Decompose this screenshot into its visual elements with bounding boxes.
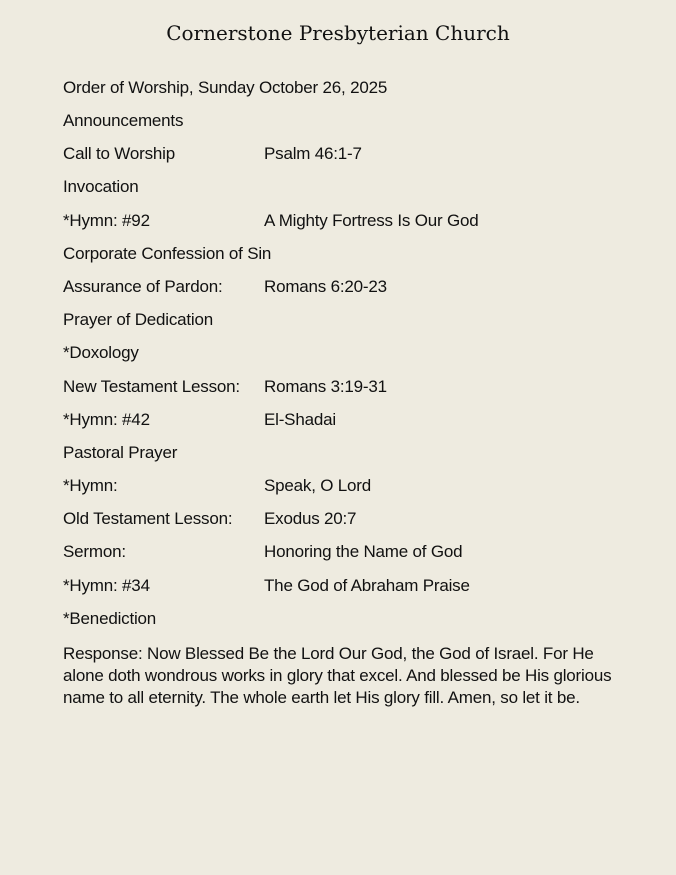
item-value: El-Shadai [264,409,336,429]
worship-item-hymn-42 [63,410,623,443]
item-value: Honoring the Name of God [264,542,463,562]
item-label: *Doxology [63,343,139,363]
item-value: A Mighty Fortress Is Our God [264,210,479,230]
worship-item-benediction [63,609,623,642]
item-value: Romans 6:20-23 [264,276,387,296]
worship-item-assurance-of-pardon [63,277,623,310]
item-label: Announcements [63,111,184,130]
item-label: New Testament Lesson: [63,376,240,396]
item-value: The God of Abraham Praise [264,575,470,595]
item-label: *Hymn: #92 [63,210,150,230]
page-title: Cornerstone Presbyterian Church [166,21,510,45]
worship-item-hymn-92 [63,211,623,244]
item-label: Invocation [63,177,139,197]
item-label: Sermon: [63,542,126,562]
item-label: *Hymn: #42 [63,409,150,429]
worship-item-hymn-speak-o-lord [63,476,623,509]
worship-item-doxology [63,343,623,376]
worship-item-old-testament-lesson [63,509,623,542]
order-of-worship-list [63,111,623,642]
item-label: Call to Worship [63,144,175,164]
worship-item-new-testament-lesson [63,377,623,410]
item-value: Exodus 20:7 [264,509,357,529]
worship-item-prayer-of-dedication [63,310,623,343]
item-label: Assurance of Pardon: [63,276,223,296]
item-label: Pastoral Prayer [63,442,178,462]
order-of-worship-heading: Order of Worship, Sunday October 26, 2025 [63,78,388,97]
worship-item-pastoral-prayer [63,443,623,476]
item-label: *Hymn: #34 [63,575,150,595]
worship-item-confession [63,244,623,277]
worship-item-announcements [63,111,623,144]
item-value: Romans 3:19-31 [264,376,387,396]
item-label: Corporate Confession of Sin [63,243,272,263]
item-label: Prayer of Dedication [63,310,214,330]
worship-item-invocation [63,177,623,210]
response-paragraph: Response: Now Blessed Be the Lord Our God, the God of Israel. For He alone doth wondrous works in glory that excel. And blessed be His glorious name to all eternity. The whole earth let His glory fill. Amen, so let it be. [63,644,612,707]
item-label: *Hymn: [63,476,118,496]
item-label: *Benediction [63,608,157,628]
worship-item-hymn-34 [63,576,623,609]
worship-item-sermon [63,542,623,575]
item-value: Speak, O Lord [264,476,372,496]
item-value: Psalm 46:1-7 [264,144,362,164]
item-label: Old Testament Lesson: [63,509,233,529]
worship-item-call-to-worship [63,144,623,177]
